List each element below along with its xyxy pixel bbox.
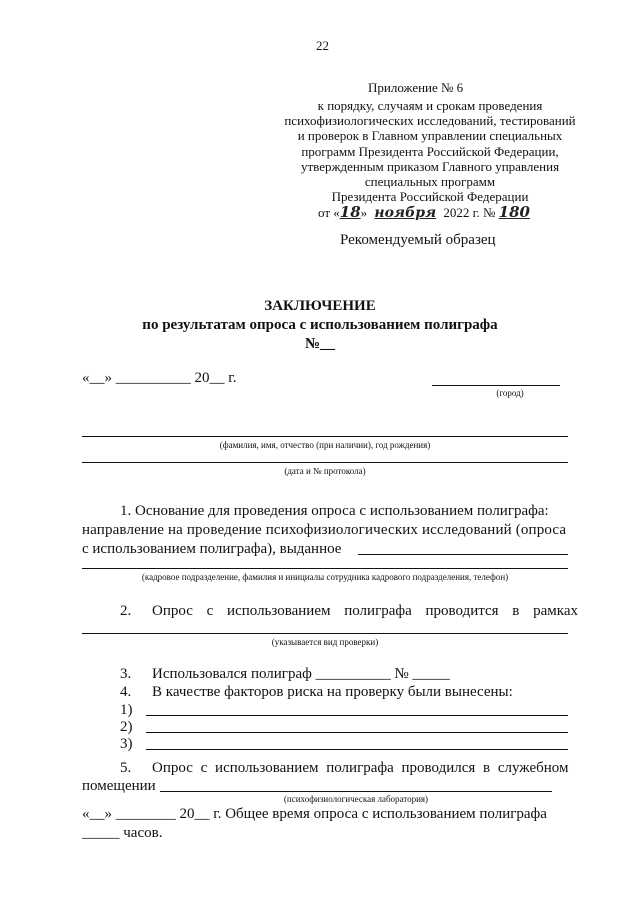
date-field: «__» __________ 20__ г. xyxy=(82,370,237,386)
appendix-line: программ Президента Российской Федерации, xyxy=(301,143,559,159)
risk-item-2-line xyxy=(146,732,568,733)
appendix-text xyxy=(270,98,590,204)
item-1-line-2: направление на проведение психофизиологических исследований (опроса xyxy=(82,522,567,538)
appendix-line: к порядку, случаям и срокам проведения xyxy=(317,98,543,113)
total-time-line-2: _____ часов. xyxy=(82,825,163,841)
item-3-number: 3. xyxy=(120,666,132,682)
fio-line xyxy=(82,436,568,437)
order-date xyxy=(318,203,530,221)
item-2-text: Опрос с использованием полиграфа проводится в рамках xyxy=(152,603,578,619)
lab-caption: (психофизиологическая лаборатория) xyxy=(283,794,429,804)
check-type-caption: (указывается вид проверки) xyxy=(271,637,379,647)
item-1-line-1: 1. Основание для проведения опроса с использованием полиграфа: xyxy=(120,503,549,519)
order-date-month: ноября xyxy=(374,205,437,221)
appendix-line: и проверок в Главном управлении специальных xyxy=(297,128,563,144)
risk-item-3-line xyxy=(146,749,568,750)
issued-by-line xyxy=(358,554,568,555)
risk-item-1-line xyxy=(146,715,568,716)
appendix-line: Президента Российской Федерации xyxy=(331,189,529,205)
appendix-line: утвержденным приказом Главного управления xyxy=(300,158,560,174)
protocol-caption: (дата и № протокола) xyxy=(284,466,366,476)
hr-caption: (кадровое подразделение, фамилия и инициалы сотрудника кадрового подразделения, телефон) xyxy=(141,572,509,582)
item-5-number: 5. xyxy=(120,760,132,776)
lab-line xyxy=(160,791,552,792)
document-title: ЗАКЛЮЧЕНИЕ xyxy=(264,298,376,314)
item-3-text: Использовался полиграф __________ № _____ xyxy=(152,666,450,682)
total-time-line-1: «__» ________ 20__ г. Общее время опроса с использованием полиграфа xyxy=(82,806,547,822)
appendix-line: психофизиологических исследований, тестирований xyxy=(284,113,576,129)
hr-line xyxy=(82,568,568,569)
recommended-sample: Рекомендуемый образец xyxy=(340,232,496,248)
city-line xyxy=(432,385,560,386)
item-2-number: 2. xyxy=(120,603,132,619)
item-5-text: Опрос с использованием полиграфа проводился в служебном xyxy=(152,760,569,776)
document-number: №__ xyxy=(304,336,336,352)
item-4-number: 4. xyxy=(120,684,132,700)
appendix-title: Приложение № 6 xyxy=(368,80,464,95)
protocol-line xyxy=(82,462,568,463)
item-5-premises: помещении xyxy=(82,778,156,794)
document-subtitle: по результатам опроса с использованием полиграфа xyxy=(142,317,498,333)
risk-item-1-number: 1) xyxy=(120,702,133,718)
fio-caption: (фамилия, имя, отчество (при наличии), год рождения) xyxy=(219,440,431,450)
check-type-line xyxy=(82,633,568,634)
order-date-year: 2022 г. № xyxy=(443,205,496,220)
order-date-mid: » xyxy=(360,205,368,220)
page-number: 22 xyxy=(316,38,329,53)
risk-item-2-number: 2) xyxy=(120,719,133,735)
order-number: 180 xyxy=(498,203,530,221)
city-caption: (город) xyxy=(496,388,524,398)
order-date-day: 18 xyxy=(339,203,361,221)
item-1-line-3: с использованием полиграфа), выданное xyxy=(82,541,342,557)
risk-item-3-number: 3) xyxy=(120,736,133,752)
appendix-line: специальных программ xyxy=(364,174,496,190)
order-date-prefix: от « xyxy=(318,205,340,220)
item-4-text: В качестве факторов риска на проверку были вынесены: xyxy=(152,684,513,700)
